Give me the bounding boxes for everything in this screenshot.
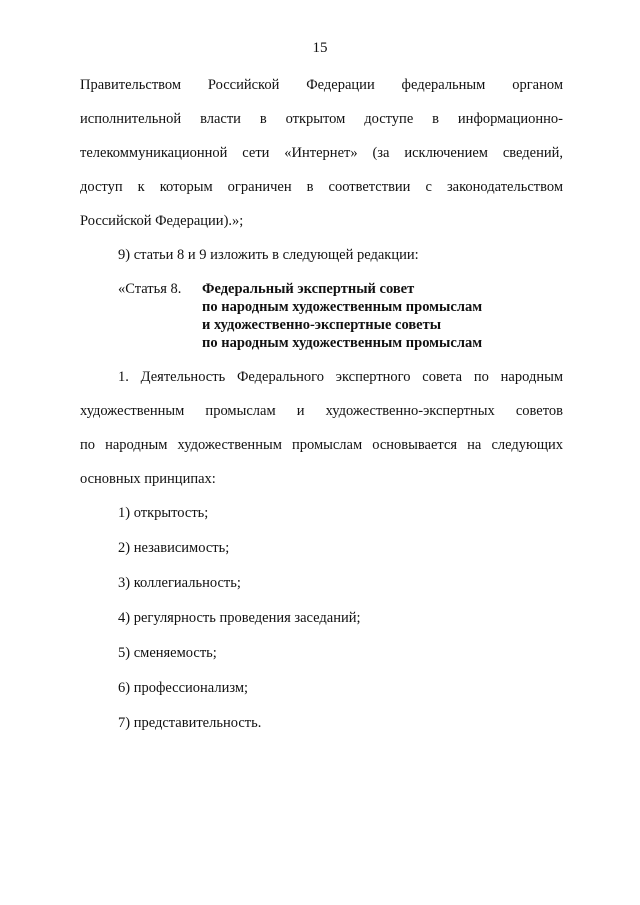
paragraph-continuation <box>80 74 563 244</box>
article-title-line: и художественно-экспертные советы <box>202 317 442 333</box>
document-body <box>80 74 563 747</box>
article-title-line: по народным художественным промыслам <box>202 299 483 315</box>
list-item: 6) профессионализм; <box>118 680 249 696</box>
amendment-item-9: 9) статьи 8 и 9 изложить в следующей редакции: <box>118 247 419 263</box>
list-item: 2) независимость; <box>118 540 230 556</box>
text-line: основных принципах: <box>80 471 216 487</box>
text-line: художественным промыслам и художественно-экспертных советов <box>80 403 563 419</box>
text-line: Российской Федерации).»; <box>80 213 244 229</box>
text-line: телекоммуникационной сети «Интернет» (за исключением сведений, <box>80 145 563 161</box>
list-item: 7) представительность. <box>118 715 262 731</box>
article-title <box>202 280 563 352</box>
list-item: 3) коллегиальность; <box>118 575 241 591</box>
principles-list <box>80 502 563 747</box>
article-heading <box>80 280 563 352</box>
article-paragraph-1 <box>80 366 563 502</box>
article-label: «Статья 8. <box>118 281 182 297</box>
list-item: 1) открытость; <box>118 505 209 521</box>
text-line: по народным художественным промыслам основывается на следующих <box>80 437 563 453</box>
list-item: 4) регулярность проведения заседаний; <box>118 610 361 626</box>
text-line: исполнительной власти в открытом доступе в информационно- <box>80 111 563 127</box>
text-line: доступ к которым ограничен в соответствии с законодательством <box>80 179 563 195</box>
page-number: 15 <box>312 40 328 56</box>
text-line: Правительством Российской Федерации федеральным органом <box>80 77 563 93</box>
text-line: 1. Деятельность Федерального экспертного совета по народным <box>118 369 563 385</box>
list-item: 5) сменяемость; <box>118 645 217 661</box>
article-title-line: по народным художественным промыслам <box>202 335 483 351</box>
article-title-line: Федеральный экспертный совет <box>202 281 415 297</box>
